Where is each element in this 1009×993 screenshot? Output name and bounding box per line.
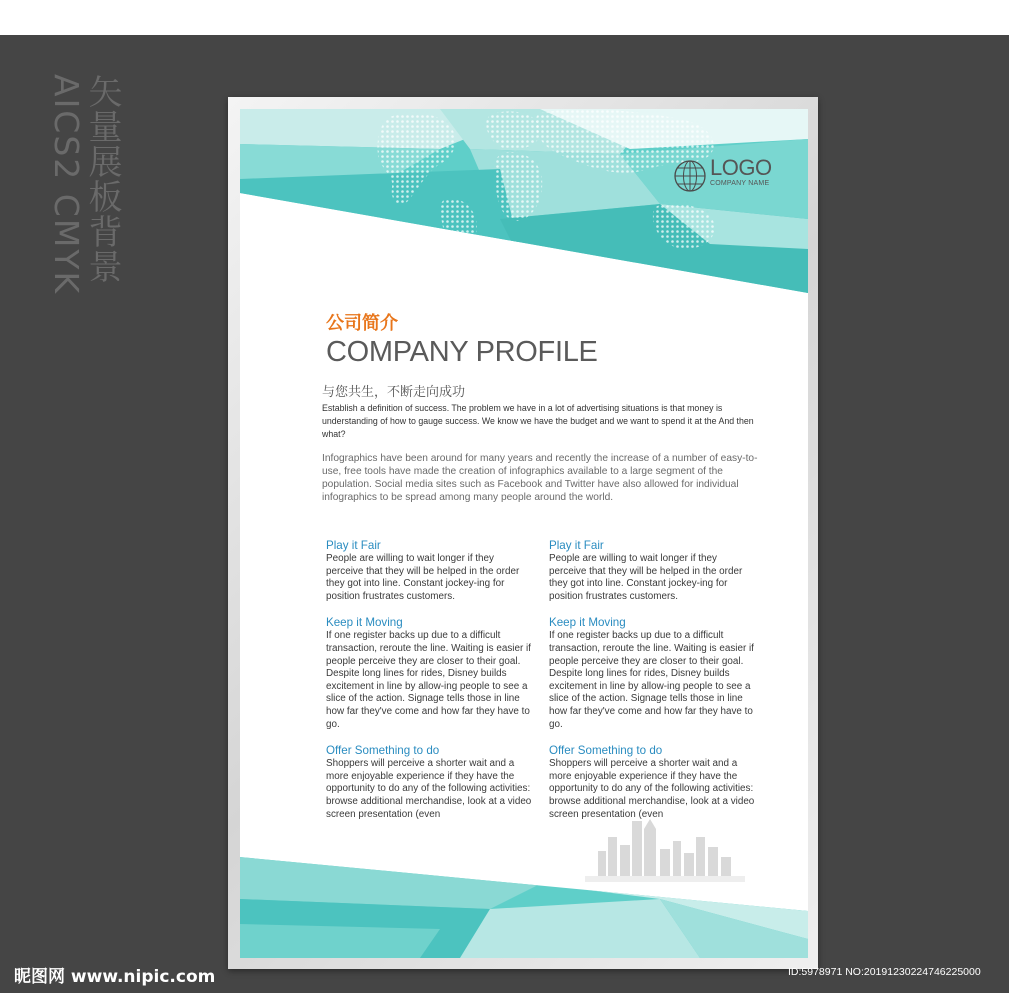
intro-paragraph-1: Establish a definition of success. The problem we have in a lot of advertising situations is that money is understanding of how to gauge success. We know we have the budget and we want to spend it at the And then what?: [322, 403, 754, 439]
logo-globe-space: [672, 157, 704, 189]
poster: [240, 109, 808, 958]
title-en: COMPANY PROFILE: [326, 336, 598, 368]
logo-main: LOGO: [710, 155, 772, 180]
section: [549, 616, 757, 731]
section-body: People are willing to wait longer if they perceive that they will be helped in the order they got into line. Constant jockey-ing for position frustrates customers.: [549, 553, 743, 602]
section-body: People are willing to wait longer if they perceive that they will be helped in the order they got into line. Constant jockey-ing for position frustrates customers.: [326, 553, 520, 602]
section-body: Shoppers will perceive a shorter wait and a more enjoyable experience if they have the opportunity to do any of the following activities: browse additional merchandise, look at a video screen presentation (even: [326, 758, 532, 820]
section-heading: Play it Fair: [549, 539, 604, 552]
section-heading: Offer Something to do: [326, 744, 440, 758]
section-heading: Keep it Moving: [549, 616, 626, 630]
section: [326, 744, 534, 821]
top-teal-band: [240, 109, 808, 299]
logo-company-name: COMPANY NAME: [710, 180, 770, 187]
section-body: If one register backs up due to a difficult transaction, reroute the line. Waiting is easier if people perceive they are closer to their goal. Despite long lines for rides, Disney builds excitement in line by allow-ing people to see a slice of the action. Signage tells those in line how far they've come and how far they have to go.: [326, 630, 531, 730]
watermark-site: 昵图网 www.nipic.com: [14, 967, 216, 987]
section-heading: Play it Fair: [326, 539, 381, 552]
section-heading: Offer Something to do: [549, 744, 663, 758]
section: [549, 539, 757, 603]
section-body: If one register backs up due to a difficult transaction, reroute the line. Waiting is easier if people perceive they are closer to their goal. Despite long lines for rides, Disney builds excitement in line by allow-ing people to see a slice of the action. Signage tells those in line how far they've come and how far they have to go.: [549, 630, 754, 730]
section-heading: Keep it Moving: [326, 616, 403, 630]
subtitle-cn: 与您共生，不断走向成功: [322, 385, 466, 400]
section: [549, 744, 757, 821]
logo-text: [710, 157, 772, 189]
right-column: [549, 539, 757, 834]
title-cn: 公司简介: [326, 313, 398, 334]
side-title: [47, 74, 122, 296]
intro-paragraph-2: Infographics have been around for many years and recently the increase of a number of easy-to-use, free tools have made the creation of infographics available to a large segment of the population. Social media sites such as Facebook and Twitter have also allowed for individual infographics to be spread among many people around the world.: [322, 453, 758, 503]
left-column: [326, 539, 534, 834]
watermark-id: ID:5978971 NO:20191230224746225000: [788, 966, 981, 978]
side-title-en: AICS2 CMYK: [47, 74, 86, 296]
section-body: Shoppers will perceive a shorter wait and a more enjoyable experience if they have the opportunity to do any of the following activities: browse additional merchandise, look at a video screen presentation (even: [549, 758, 755, 820]
section: [326, 539, 534, 603]
side-title-cn: 矢量展板背景: [82, 74, 122, 284]
section: [326, 616, 534, 731]
company-logo: [672, 157, 772, 189]
